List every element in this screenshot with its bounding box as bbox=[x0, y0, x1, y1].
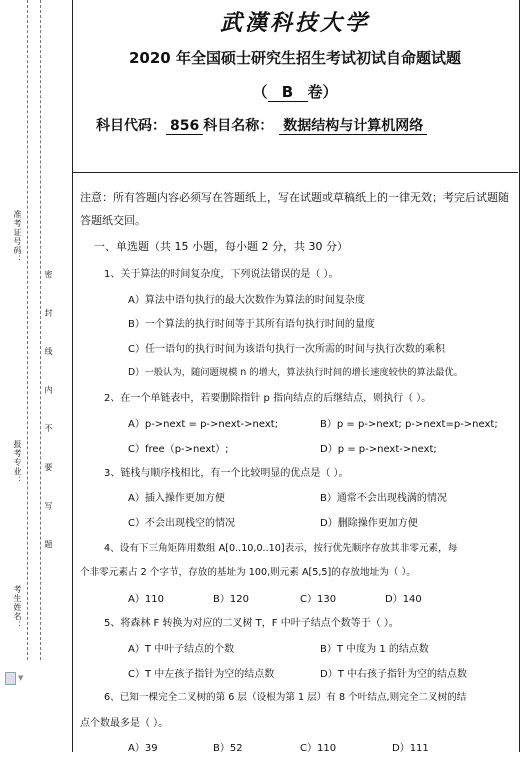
question-1-option-a: A）算法中语句执行的最大次数作为算法的时间复杂度 bbox=[128, 295, 365, 306]
seal-line-inner bbox=[40, 0, 41, 660]
exam-notice: 注意：所有答题内容必须写在答题纸上，写在试题或草稿纸上的一律无效；考完后试题随答题纸交回。 bbox=[80, 191, 509, 227]
question-5-option-a: A）T 中叶子结点的个数 bbox=[128, 644, 235, 655]
major-label: 报考专业： bbox=[13, 440, 22, 485]
question-2-stem: 2、在一个单链表中，若要删除指针 p 指向结点的后继结点，则执行（ ）。 bbox=[104, 393, 432, 404]
exam-number-label: 准考证号码： bbox=[13, 210, 22, 264]
document-icon[interactable] bbox=[5, 672, 16, 685]
question-3-option-a: A）插入操作更加方便 bbox=[128, 493, 225, 504]
question-4-stem-line-2: 个非零元素占 2 个字节，存放的基址为 100,则元素 A[5,5]的存放地址为（ ）。 bbox=[80, 567, 416, 578]
question-1-stem: 1、关于算法的时间复杂度，下列说法错误的是（ ）。 bbox=[104, 269, 339, 280]
question-5-option-b: B）T 中度为 1 的结点数 bbox=[320, 644, 429, 655]
question-3-option-d: D）删除操作更加方便 bbox=[320, 518, 418, 529]
question-1-option-d: D）一般认为，随问题规模 n 的增大，算法执行时间的增长速度较快的算法最优。 bbox=[128, 367, 464, 378]
header-divider bbox=[72, 172, 518, 173]
question-6-option-d: D）111 bbox=[392, 743, 429, 754]
question-4-option-a: A）110 bbox=[128, 594, 164, 605]
subject-line bbox=[96, 115, 427, 135]
name-label: 考生姓名： bbox=[13, 585, 22, 630]
question-1-option-c: C）任一语句的执行时间为该语句执行一次所需的时间与执行次数的乘积 bbox=[128, 344, 445, 355]
question-4-option-b: B）120 bbox=[213, 594, 249, 605]
question-5-stem: 5、将森林 F 转换为对应的二叉树 T，F 中叶子结点个数等于（ ）。 bbox=[104, 618, 399, 629]
subject-name-label: 科目名称： bbox=[203, 118, 274, 134]
question-2-option-d: D）p = p->next->next; bbox=[320, 444, 437, 455]
seal-warning: 密 封 线 内 不 要 写 题 bbox=[44, 270, 53, 562]
question-6-option-a: A）39 bbox=[128, 743, 158, 754]
question-3-option-c: C）不会出现栈空的情况 bbox=[128, 518, 235, 529]
subject-code: 856 bbox=[166, 118, 203, 135]
question-2-option-b: B）p = p->next; p->next=p->next; bbox=[320, 419, 498, 430]
question-5-option-d: D）T 中右孩子指针为空的结点数 bbox=[320, 669, 467, 680]
paper-version bbox=[72, 81, 518, 102]
subject-name: 数据结构与计算机网络 bbox=[279, 118, 427, 135]
seal-line-outer bbox=[27, 0, 28, 660]
question-6-stem-line-1: 6、已知一棵完全二叉树的第 6 层（设根为第 1 层）有 8 个叶结点,则完全二叉树的结 bbox=[104, 692, 467, 703]
question-6-option-b: B）52 bbox=[213, 743, 243, 754]
subject-code-label: 科目代码： bbox=[96, 118, 166, 134]
question-4-option-c: C）130 bbox=[300, 594, 337, 605]
question-6-stem-line-2: 点个数最多是（ ）。 bbox=[80, 718, 169, 729]
university-logo: 武漢科技大学 bbox=[219, 10, 370, 36]
question-3-option-b: B）通常不会出现栈满的情况 bbox=[320, 493, 447, 504]
paper-version-open: （ bbox=[252, 83, 268, 101]
question-4-stem-line-1: 4、设有下三角矩阵用数组 A[0..10,0..10]表示，按行优先顺序存放其非零元素，每 bbox=[104, 543, 458, 554]
paper-version-label: B bbox=[268, 83, 308, 102]
exam-title: 2020 年全国硕士研究生招生考试初试自命题试题 bbox=[129, 49, 461, 67]
question-3-stem: 3、链栈与顺序栈相比，有一个比较明显的优点是（ ）。 bbox=[104, 468, 349, 479]
question-1-option-b: B）一个算法的执行时间等于其所有语句执行时间的量度 bbox=[128, 319, 375, 330]
question-4-option-d: D）140 bbox=[385, 594, 422, 605]
question-6-option-c: C）110 bbox=[300, 743, 337, 754]
question-5-option-c: C）T 中左孩子指针为空的结点数 bbox=[128, 669, 275, 680]
question-2-option-a: A）p->next = p->next->next; bbox=[128, 419, 279, 430]
paper-version-close: 卷） bbox=[307, 83, 338, 101]
chevron-down-icon[interactable]: ▼ bbox=[18, 674, 24, 682]
section-title: 一、单选题（共 15 小题，每小题 2 分，共 30 分） bbox=[94, 240, 348, 253]
question-2-option-c: C）free（p->next）; bbox=[128, 444, 229, 455]
